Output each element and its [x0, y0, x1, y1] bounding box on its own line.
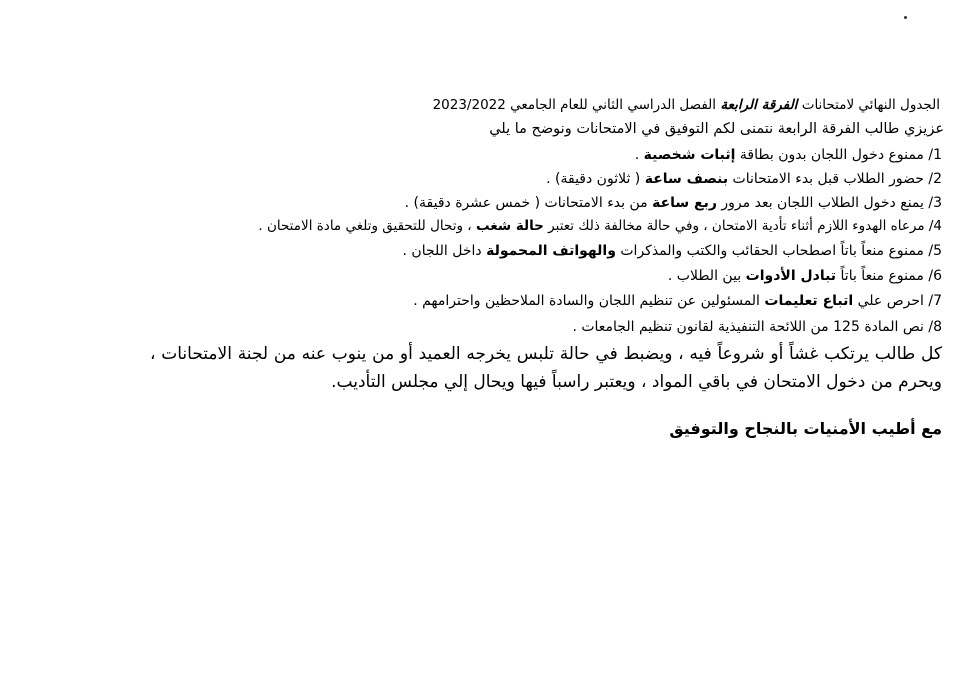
rule-5-bold: والهواتف المحمولة — [486, 243, 616, 259]
title-prefix: الجدول النهائي لامتحانات — [797, 97, 940, 113]
rule-2-after: ( ثلاثون دقيقة) . — [546, 171, 645, 187]
title-group: الفرقة الرابعة — [720, 97, 798, 113]
rule-5-after: داخل اللجان . — [402, 243, 487, 259]
rule-2 — [546, 171, 942, 187]
rule-2-bold: بنصف ساعة — [644, 171, 729, 187]
rule-7 — [413, 293, 942, 309]
intro-text: عزيزي طالب الفرقة الرابعة نتمنى لكم التوفيق في الامتحانات ونوضح ما يلي — [489, 121, 944, 137]
rule-3-after: من بدء الامتحانات ( خمس عشرة دقيقة) . — [404, 195, 653, 211]
rule-5-before: 5/ ممنوع منعاً باتاً اصطحاب الحقائب والكتب والمذكرات — [615, 243, 942, 259]
rule-4 — [258, 218, 942, 234]
rule-6 — [668, 268, 942, 284]
rule-6-before: 6/ ممنوع منعاً باتاً — [836, 268, 942, 284]
rule-8 — [572, 319, 942, 335]
rule-3-bold: ربع ساعة — [652, 195, 717, 211]
scan-speck — [904, 16, 907, 19]
rule-3-before: 3/ يمنع دخول الطلاب اللجان بعد مرور — [716, 195, 942, 211]
schedule-title — [433, 97, 940, 113]
title-suffix: الفصل الدراسي الثاني للعام الجامعي 2023/2022 — [432, 97, 721, 113]
rule-6-bold: تبادل الأدوات — [745, 268, 837, 284]
rule-7-before: 7/ احرص علي — [853, 293, 942, 309]
rule-1-after: . — [634, 147, 644, 163]
rule-1 — [635, 147, 942, 163]
rule-4-before: 4/ مرعاه الهدوء اللازم أثناء تأدية الامتحان ، وفي حالة مخالفة ذلك تعتبر — [543, 218, 942, 234]
rule-4-after: ، وتحال للتحقيق وتلغي مادة الامتحان . — [258, 218, 476, 234]
rule-7-after: المسئولين عن تنظيم اللجان والسادة الملاحظين واحترامهم . — [413, 293, 765, 309]
rule-2-before: 2/ حضور الطلاب قبل بدء الامتحانات — [728, 171, 942, 187]
rule-5 — [403, 243, 942, 259]
penalty-paragraph: كل طالب يرتكب غشاً أو شروعاً فيه ، ويضبط في حالة تلبس يخرجه العميد أو من ينوب عنه من لجنة الامتحانات ، ويحرم من دخول الامتحان في باقي المواد ، ويعتبر راسباً فيها ويحال إلي مجلس التأديب. — [150, 344, 942, 392]
rule-1-bold: إثبات شخصية — [643, 147, 736, 163]
closing-wishes: مع أطيب الأمنيات بالنجاح والتوفيق — [669, 419, 942, 438]
rule-3 — [405, 195, 942, 211]
rule-1-before: 1/ ممنوع دخول اللجان بدون بطاقة — [735, 147, 942, 163]
rule-6-after: بين الطلاب . — [667, 268, 746, 284]
rule-7-bold: اتباع تعليمات — [764, 293, 854, 309]
rule-8-before: 8/ نص المادة 125 من اللائحة التنفيذية لقانون تنظيم الجامعات . — [572, 319, 942, 335]
rule-4-bold: حالة شغب — [475, 218, 544, 234]
